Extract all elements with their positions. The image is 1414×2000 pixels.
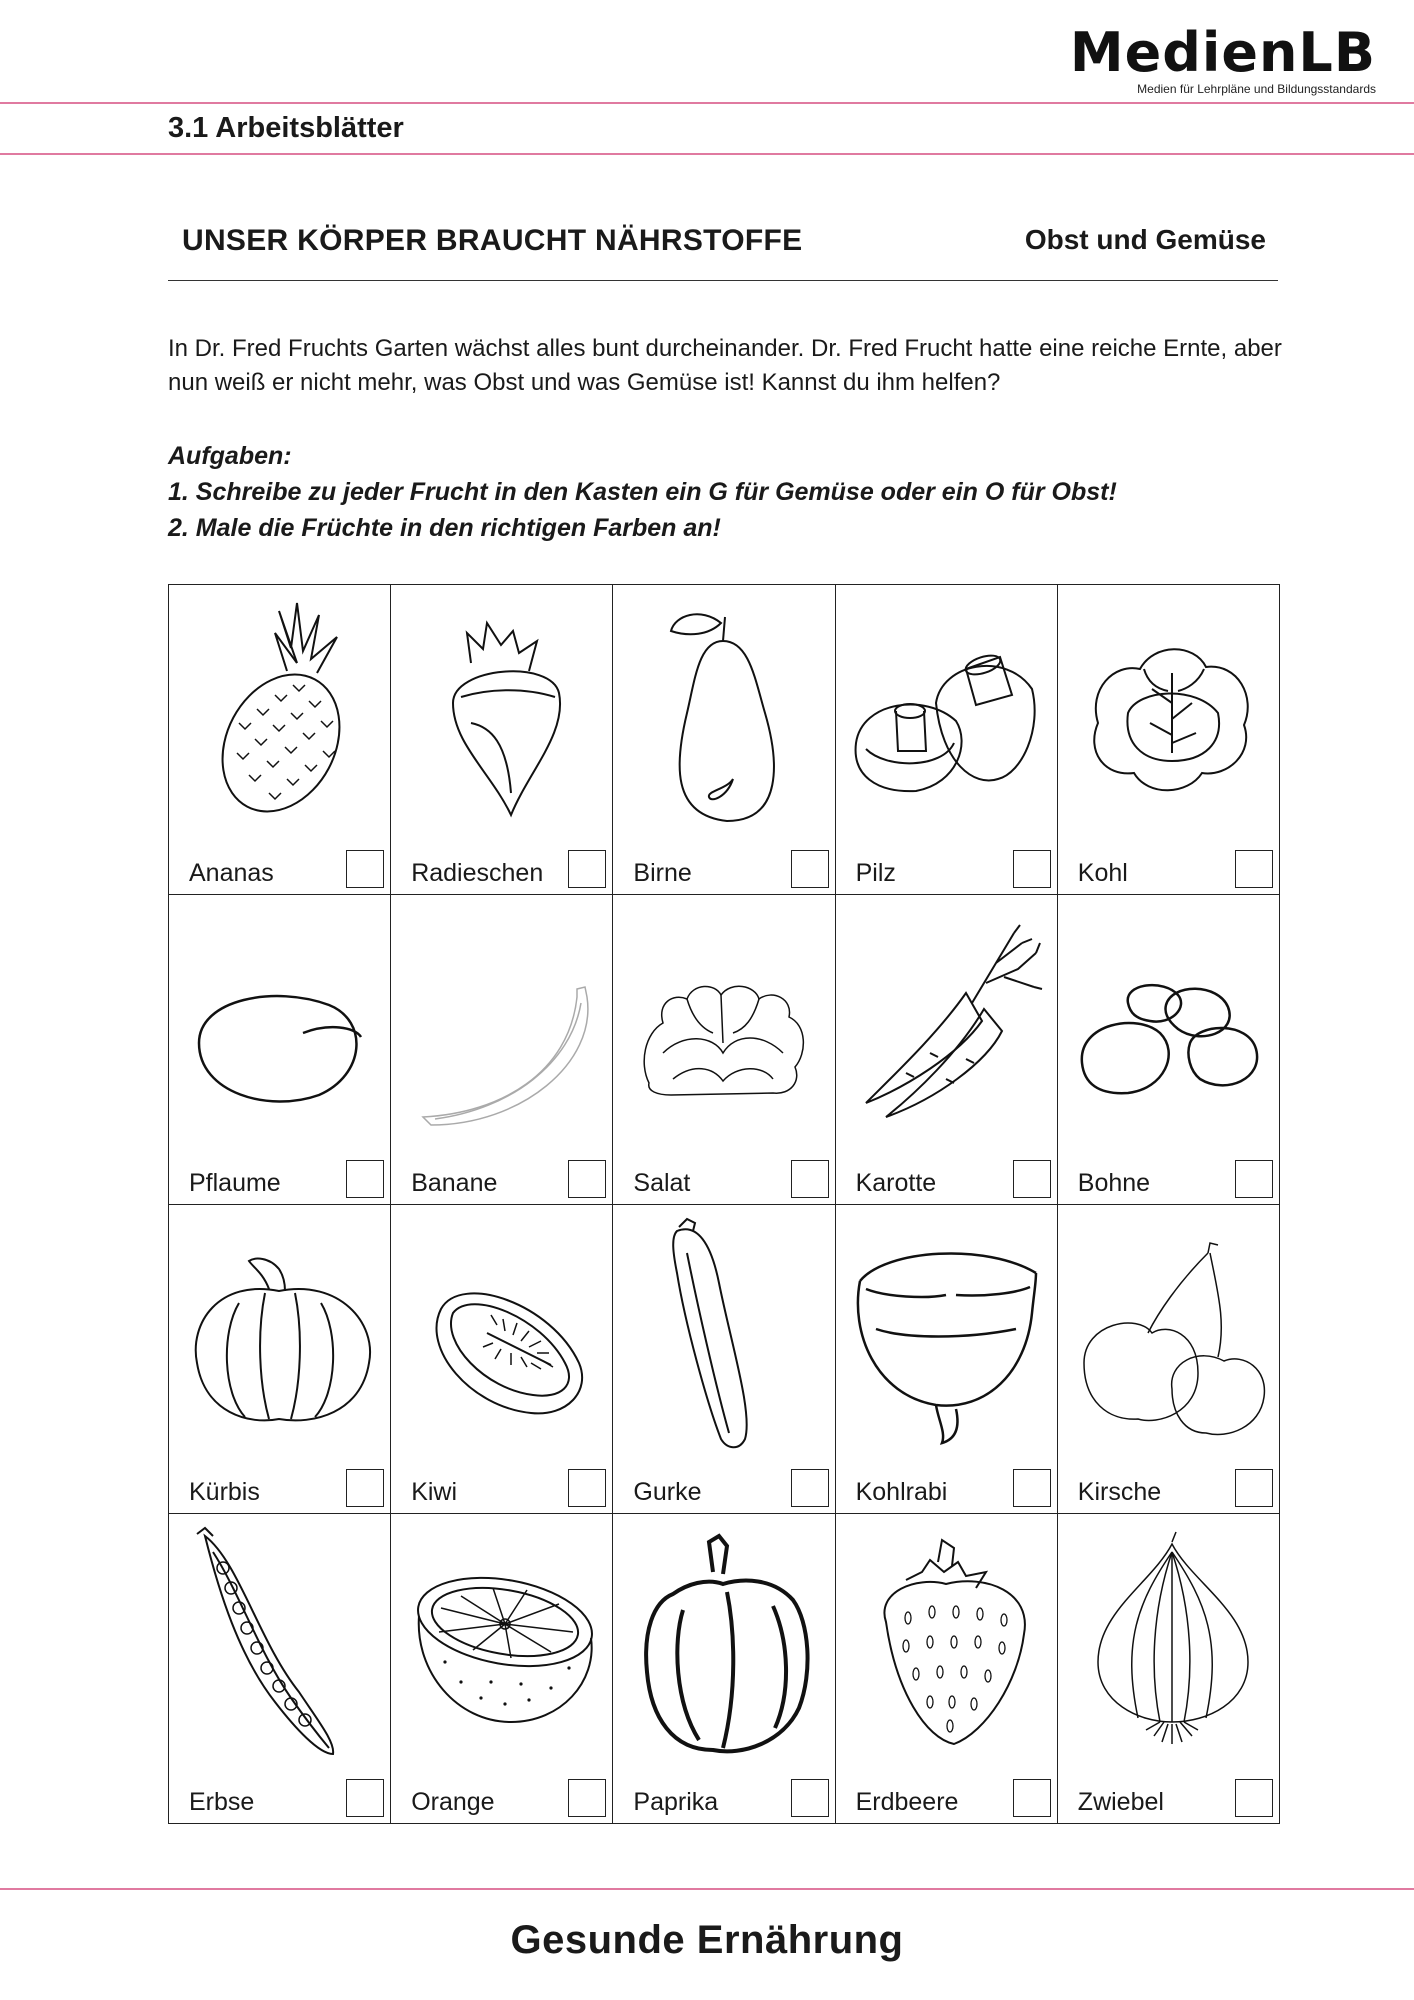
cabbage-icon [1068,593,1268,833]
strawberry-icon [846,1522,1046,1762]
item-label: Salat [633,1168,691,1197]
item-label: Ananas [189,858,274,887]
grid-cell [391,1514,613,1824]
tasks-heading: Aufgaben: [168,442,292,470]
answer-box[interactable] [1013,850,1051,888]
fruit-vegetable-grid [168,584,1280,1824]
answer-box[interactable] [791,850,829,888]
item-label: Kohlrabi [855,1478,948,1507]
pineapple-icon [179,593,379,833]
lettuce-icon [623,903,823,1143]
answer-box[interactable] [791,1160,829,1198]
item-label: Birne [633,858,692,887]
answer-box[interactable] [1013,1160,1051,1198]
pea-icon [179,1522,379,1762]
onion-icon [1068,1522,1268,1762]
medienlb-logo [1069,21,1376,96]
grid-cell [391,585,613,895]
item-label: Kirsche [1077,1478,1162,1507]
task-2: 2. Male die Früchte in den richtigen Farben an! [168,514,721,542]
carrot-icon [846,903,1046,1143]
bean-icon [1068,903,1268,1143]
grid-cell [169,895,391,1205]
grid-cell [613,1205,835,1515]
pumpkin-icon [179,1213,379,1453]
grid-cell [1058,585,1280,895]
grid-cell [613,1514,835,1824]
grid-cell [1058,1514,1280,1824]
grid-cell [613,895,835,1205]
logo-wordmark: MedienLB [1069,21,1376,84]
worksheet-topic: Obst und Gemüse [1024,224,1266,255]
footer-title: Gesunde Ernährung [510,1918,904,1962]
grid-cell [391,895,613,1205]
section-title: 3.1 Arbeitsblätter [168,112,404,144]
header-rule-top [0,102,1414,104]
grid-cell [391,1205,613,1515]
answer-box[interactable] [1013,1779,1051,1817]
answer-box[interactable] [568,1779,606,1817]
grid-cell [613,585,835,895]
answer-box[interactable] [791,1469,829,1507]
kiwi-icon [401,1213,601,1453]
pepper-icon [623,1522,823,1762]
answer-box[interactable] [1013,1469,1051,1507]
banana-icon [401,903,601,1143]
grid-cell [836,1205,1058,1515]
pear-icon [623,593,823,833]
item-label: Pflaume [189,1168,281,1197]
grid-cell [1058,1205,1280,1515]
item-label: Erbse [189,1788,255,1816]
item-label: Paprika [633,1788,719,1816]
answer-box[interactable] [568,850,606,888]
cucumber-icon [623,1213,823,1453]
grid-cell [169,1514,391,1824]
answer-box[interactable] [791,1779,829,1817]
title-rule [168,280,1278,281]
radish-icon [401,593,601,833]
grid-cell [169,585,391,895]
item-label: Zwiebel [1077,1788,1164,1816]
mushroom-icon [846,593,1046,833]
answer-box[interactable] [1235,1160,1273,1198]
grid-cell [836,1514,1058,1824]
item-label: Pilz [855,858,896,887]
answer-box[interactable] [346,850,384,888]
intro-text: In Dr. Fred Fruchts Garten wächst alles bunt durcheinander. Dr. Fred Frucht hatte eine reiche Ernte, aber nun weiß er nicht mehr, was Obst und was Gemüse ist! Kannst du ihm helfen? [168,335,1282,396]
task-1: 1. Schreibe zu jeder Frucht in den Kasten ein G für Gemüse oder ein O für Obst! [168,478,1117,506]
answer-box[interactable] [1235,1779,1273,1817]
answer-box[interactable] [568,1160,606,1198]
item-label: Radieschen [411,858,544,887]
answer-box[interactable] [568,1469,606,1507]
answer-box[interactable] [346,1469,384,1507]
item-label: Orange [411,1788,495,1816]
item-label: Kiwi [411,1478,458,1507]
answer-box[interactable] [1235,850,1273,888]
answer-box[interactable] [346,1779,384,1817]
plum-icon [179,903,379,1143]
worksheet-title: UNSER KÖRPER BRAUCHT NÄHRSTOFFE [182,224,803,257]
item-label: Banane [411,1168,498,1197]
item-label: Karotte [855,1168,937,1197]
footer-rule [0,1888,1414,1890]
item-label: Kürbis [189,1478,260,1507]
orange-icon [401,1522,601,1762]
kohlrabi-icon [846,1213,1046,1453]
grid-cell [836,585,1058,895]
task-list [168,438,1308,546]
answer-box[interactable] [346,1160,384,1198]
cherry-icon [1068,1213,1268,1453]
item-label: Erdbeere [855,1788,959,1816]
item-label: Kohl [1077,858,1128,887]
answer-box[interactable] [1235,1469,1273,1507]
grid-cell [836,895,1058,1205]
grid-cell [1058,895,1280,1205]
item-label: Gurke [633,1478,702,1507]
grid-cell [169,1205,391,1515]
header-rule-bottom [0,153,1414,155]
item-label: Bohne [1077,1168,1151,1197]
logo-tagline: Medien für Lehrpläne und Bildungsstandards [1137,82,1376,96]
